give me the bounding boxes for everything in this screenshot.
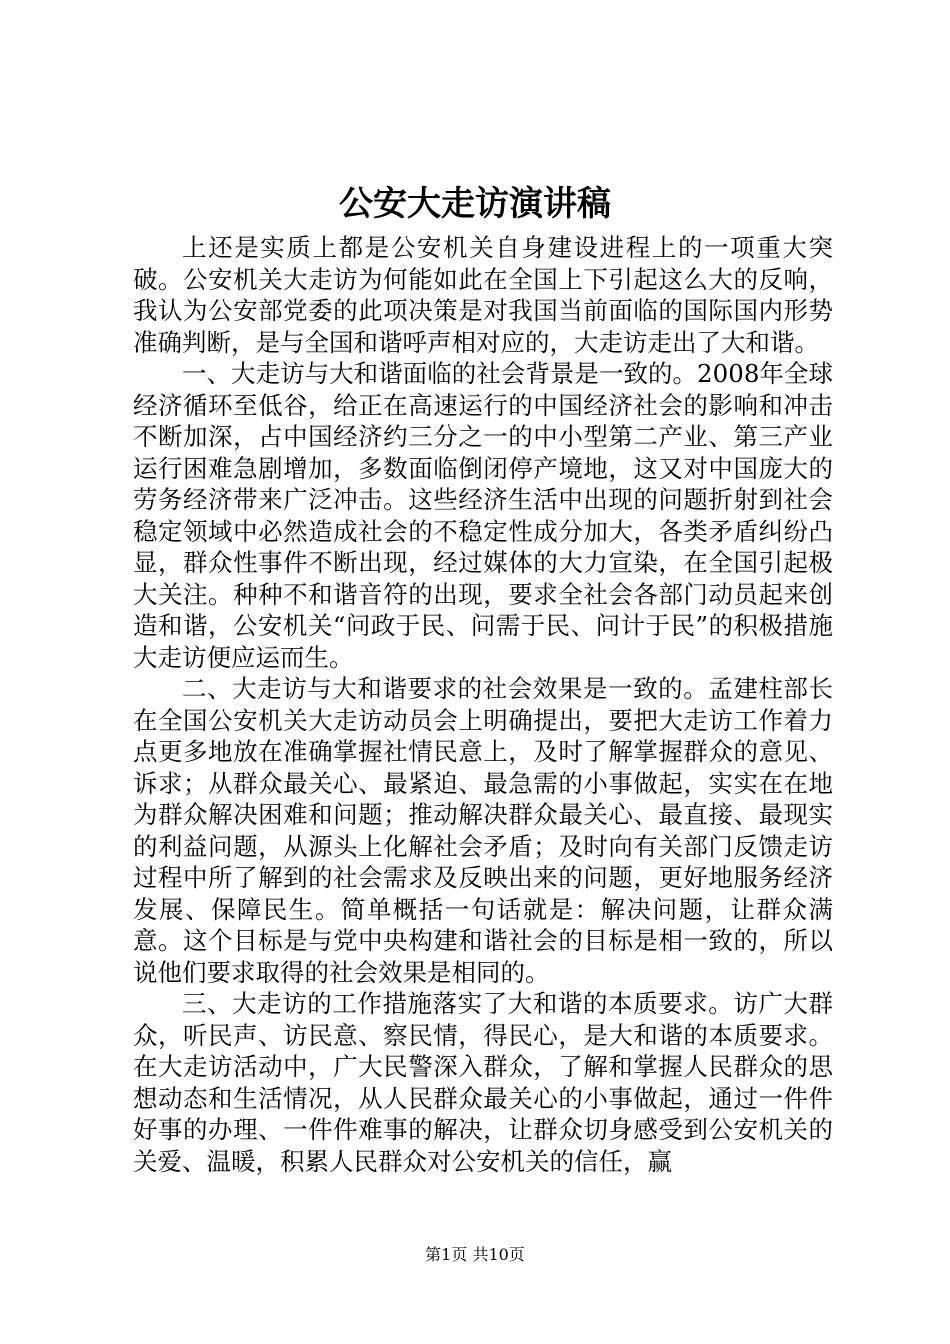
paragraph-intro: 上还是实质上都是公安机关自身建设进程上的一项重大突破。公安机关大走访为何能如此在全国上下引起这么大的反响，我认为公安部党委的此项决策是对我国当前面临的国际国内形势准确判断，是与全国和谐呼声相对应的，大走访走出了大和谐。 [133,233,833,357]
paragraph-two: 二、大走访与大和谐要求的社会效果是一致的。孟建柱部长在全国公安机关大走访动员会上明确提出，要把大走访工作着力点更多地放在准确掌握社情民意上，及时了解掌握群众的意见、诉求；从群众最关心、最紧迫、最急需的小事做起，实实在在地为群众解决困难和问题；推动解决群众最关心、最直接、最现实的利益问题，从源头上化解社会矛盾；及时向有关部门反馈走访过程中所了解到的社会需求及反映出来的问题，更好地服务经济发展、保障民生。简单概括一句话就是：解决问题，让群众满意。这个目标是与党中央构建和谐社会的目标是相一致的，所以说他们要求取得的社会效果是相同的。 [133,674,833,987]
paragraph-three: 三、大走访的工作措施落实了大和谐的本质要求。访广大群众，听民声、访民意、察民情，得民心，是大和谐的本质要求。在大走访活动中，广大民警深入群众，了解和掌握人民群众的思想动态和生活情况，从人民群众最关心的小事做起，通过一件件好事的办理、一件件难事的解决，让群众切身感受到公安机关的关爱、温暖，积累人民群众对公安机关的信任，赢 [133,989,833,1176]
paragraph-one: 一、大走访与大和谐面临的社会背景是一致的。2008年全球经济循环至低谷，给正在高速运行的中国经济社会的影响和冲击不断加深，占中国经济约三分之一的中小型第二产业、第三产业运行困难急剧增加，多数面临倒闭停产境地，这又对中国庞大的劳务经济带来广泛冲击。这些经济生活中出现的问题折射到社会稳定领域中必然造成社会的不稳定性成分加大，各类矛盾纠纷凸显，群众性事件不断出现，经过媒体的大力宣染，在全国引起极大关注。种种不和谐音符的出现，要求全社会各部门动员起来创造和谐，公安机关“问政于民、问需于民、问计于民”的积极措施大走访便应运而生。 [133,359,833,672]
page-footer: 第1页 共10页 [425,1245,525,1264]
document-title: 公安大走访演讲稿 [339,184,611,224]
document-body [133,232,833,1177]
